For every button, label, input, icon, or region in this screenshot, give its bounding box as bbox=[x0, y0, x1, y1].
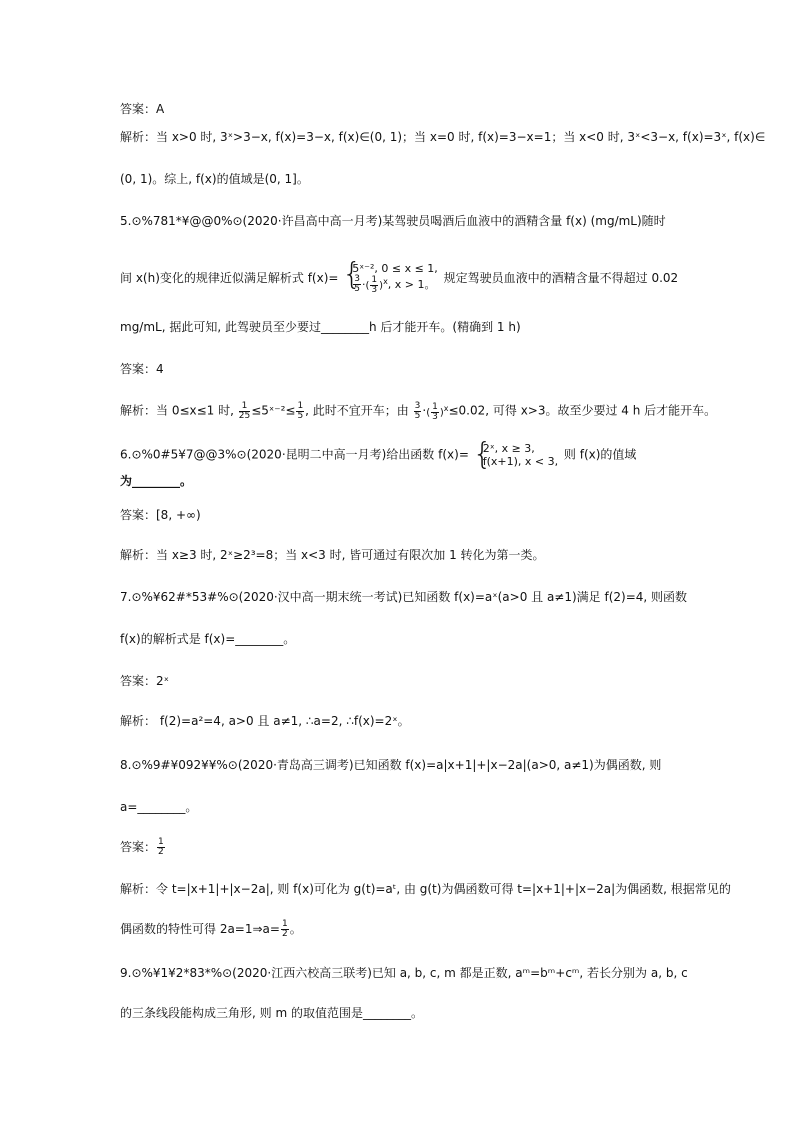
piecewise-case-2: f(x+1), x < 3, bbox=[482, 455, 559, 468]
piecewise-case-1: 2ˣ, x ≥ 3, bbox=[482, 442, 535, 455]
answer-line bbox=[120, 838, 680, 857]
question-text: a=________。 bbox=[120, 800, 198, 814]
explanation-continuation bbox=[120, 170, 680, 188]
fraction-three-fifths: $\frac{3}{5}$ bbox=[354, 274, 361, 295]
answer-text: 答案：A bbox=[120, 102, 165, 116]
question-8-line bbox=[120, 756, 680, 774]
explanation-text: (0, 1)。综上, f(x)的值域是(0, 1]。 bbox=[120, 172, 309, 186]
answer-line bbox=[120, 506, 680, 524]
fraction-one-third-power: ( $\frac{1}{3}$ )$^x$ bbox=[365, 274, 388, 295]
explanation-text: 解析：当 x>0 时, 3ˣ>3−x, f(x)=3−x, f(x)∈(0, 1)；当 x=0 时, f(x)=3−x=1；当 x<0 时, 3ˣ<3−x, f(x)=3ˣ, f(x)∈ bbox=[120, 130, 766, 144]
explanation-text: 解析：当 x≥3 时, 2ˣ≥2³=8；当 x<3 时, 皆可通过有限次加 1 转化为第一类。 bbox=[120, 548, 545, 562]
explanation-line bbox=[120, 712, 680, 730]
fraction-one-25: $\frac{1}{25}$ bbox=[238, 400, 251, 421]
question-5-formula-line bbox=[120, 262, 680, 295]
question-text: 8.⊙%9#¥092¥¥%⊙(2020·青岛高三调考)已知函数 f(x)=a|x+1|+|x−2a|(a>0, a≠1)为偶函数, 则 bbox=[120, 758, 662, 772]
question-text: 间 x(h)变化的规律近似满足解析式 f(x)= bbox=[120, 270, 339, 285]
explanation-continuation: 偶函数的特性可得 2a=1⇒a= $\frac{1}{2}$ 。 bbox=[120, 919, 302, 939]
explanation-line bbox=[120, 128, 766, 146]
answer-text: 答案：2ˣ bbox=[120, 674, 169, 688]
fraction-one-fifth: $\frac{1}{5}$ bbox=[297, 400, 304, 421]
fraction-one-half: $\frac{1}{2}$ bbox=[281, 919, 288, 939]
piecewise-case-1: 5ˣ⁻², 0 ≤ x ≤ 1, bbox=[352, 262, 438, 275]
question-text: 的三条线段能构成三角形, 则 m 的取值范围是________。 bbox=[120, 1006, 423, 1020]
question-text: 9.⊙%¥1¥2*83*%⊙(2020·江西六校高三联考)已知 a, b, c, m 都是正数, aᵐ=bᵐ+cᵐ, 若长分别为 a, b, c bbox=[120, 966, 688, 980]
fraction-three-fifths: $\frac{3}{5}$ bbox=[414, 400, 421, 421]
question-text: f(x)的解析式是 f(x)=________。 bbox=[120, 632, 296, 646]
answer-text: 答案： bbox=[120, 840, 157, 854]
question-7-line bbox=[120, 588, 688, 606]
question-7-tail bbox=[120, 630, 680, 648]
piecewise-case-2: , x > 1。 bbox=[387, 277, 436, 291]
question-6-tail: 为________。 bbox=[120, 474, 193, 488]
question-text: 7.⊙%¥62#*53#%⊙(2020·汉中高一期末统一考试)已知函数 f(x)=aˣ(a>0 且 a≠1)满足 f(2)=4, 则函数 bbox=[120, 590, 688, 604]
question-9-tail bbox=[120, 1004, 680, 1022]
answer-text: 答案：[8, +∞) bbox=[120, 508, 201, 522]
piecewise-function bbox=[475, 442, 558, 468]
explanation-line bbox=[120, 546, 680, 564]
explanation-text: 解析： f(2)=a²=4, a>0 且 a≠1, ∴a=2, ∴f(x)=2ˣ。 bbox=[120, 714, 410, 728]
question-9-line bbox=[120, 964, 688, 982]
question-6-line: 6.⊙%0#5¥7@@3%⊙(2020·昆明二中高一月考)给出函数 f(x)= { 2ˣ, x ≥ 3, f(x+1), x < 3, 则 f(x)的值域 bbox=[120, 442, 680, 468]
explanation-line: 解析：当 0≤x≤1 时, $\frac{1}{25}$ ≤5ˣ⁻²≤ $\frac{1}{5}$ , 此时不宜开车；由 $\frac{3}{5}$ ·( $\frac{1}{3}$ )$^x$≤0.02, 可得 x>3。故至少要过 4 h 后才能开车。 bbox=[120, 400, 717, 422]
question-text: 规定驾驶员血液中的酒精含量不得超过 0.02 bbox=[443, 270, 679, 285]
explanation-line bbox=[120, 880, 731, 898]
fraction-one-third-power: ( $\frac{1}{3}$ )$^x$ bbox=[426, 401, 449, 422]
question-5-tail bbox=[120, 318, 680, 336]
answer-line bbox=[120, 672, 680, 690]
question-8-tail bbox=[120, 798, 680, 816]
piecewise-function: { 5ˣ⁻², 0 ≤ x ≤ 1, $\frac{3}{5}$ ·( $\frac{1}{3}$ )$^x$, x > 1。 bbox=[344, 262, 438, 295]
question-5-line bbox=[120, 212, 680, 230]
fraction-one-half: $\frac{1}{2}$ bbox=[158, 837, 164, 857]
question-text: mg/mL, 据此可知, 此驾驶员至少要过________h 后才能开车。(精确到 1 h) bbox=[120, 320, 521, 334]
question-text: 5.⊙%781*¥@@0%⊙(2020·许昌高中高一月考)某驾驶员喝酒后血液中的酒精含量 f(x) (mg/mL)随时 bbox=[120, 214, 666, 228]
answer-line bbox=[120, 360, 680, 378]
answer-text: 答案：4 bbox=[120, 362, 164, 376]
explanation-text: 解析：令 t=|x+1|+|x−2a|, 则 f(x)可化为 g(t)=aᵗ, 由 g(t)为偶函数可得 t=|x+1|+|x−2a|为偶函数, 根据常见的 bbox=[120, 882, 731, 896]
answer-line bbox=[120, 100, 680, 118]
